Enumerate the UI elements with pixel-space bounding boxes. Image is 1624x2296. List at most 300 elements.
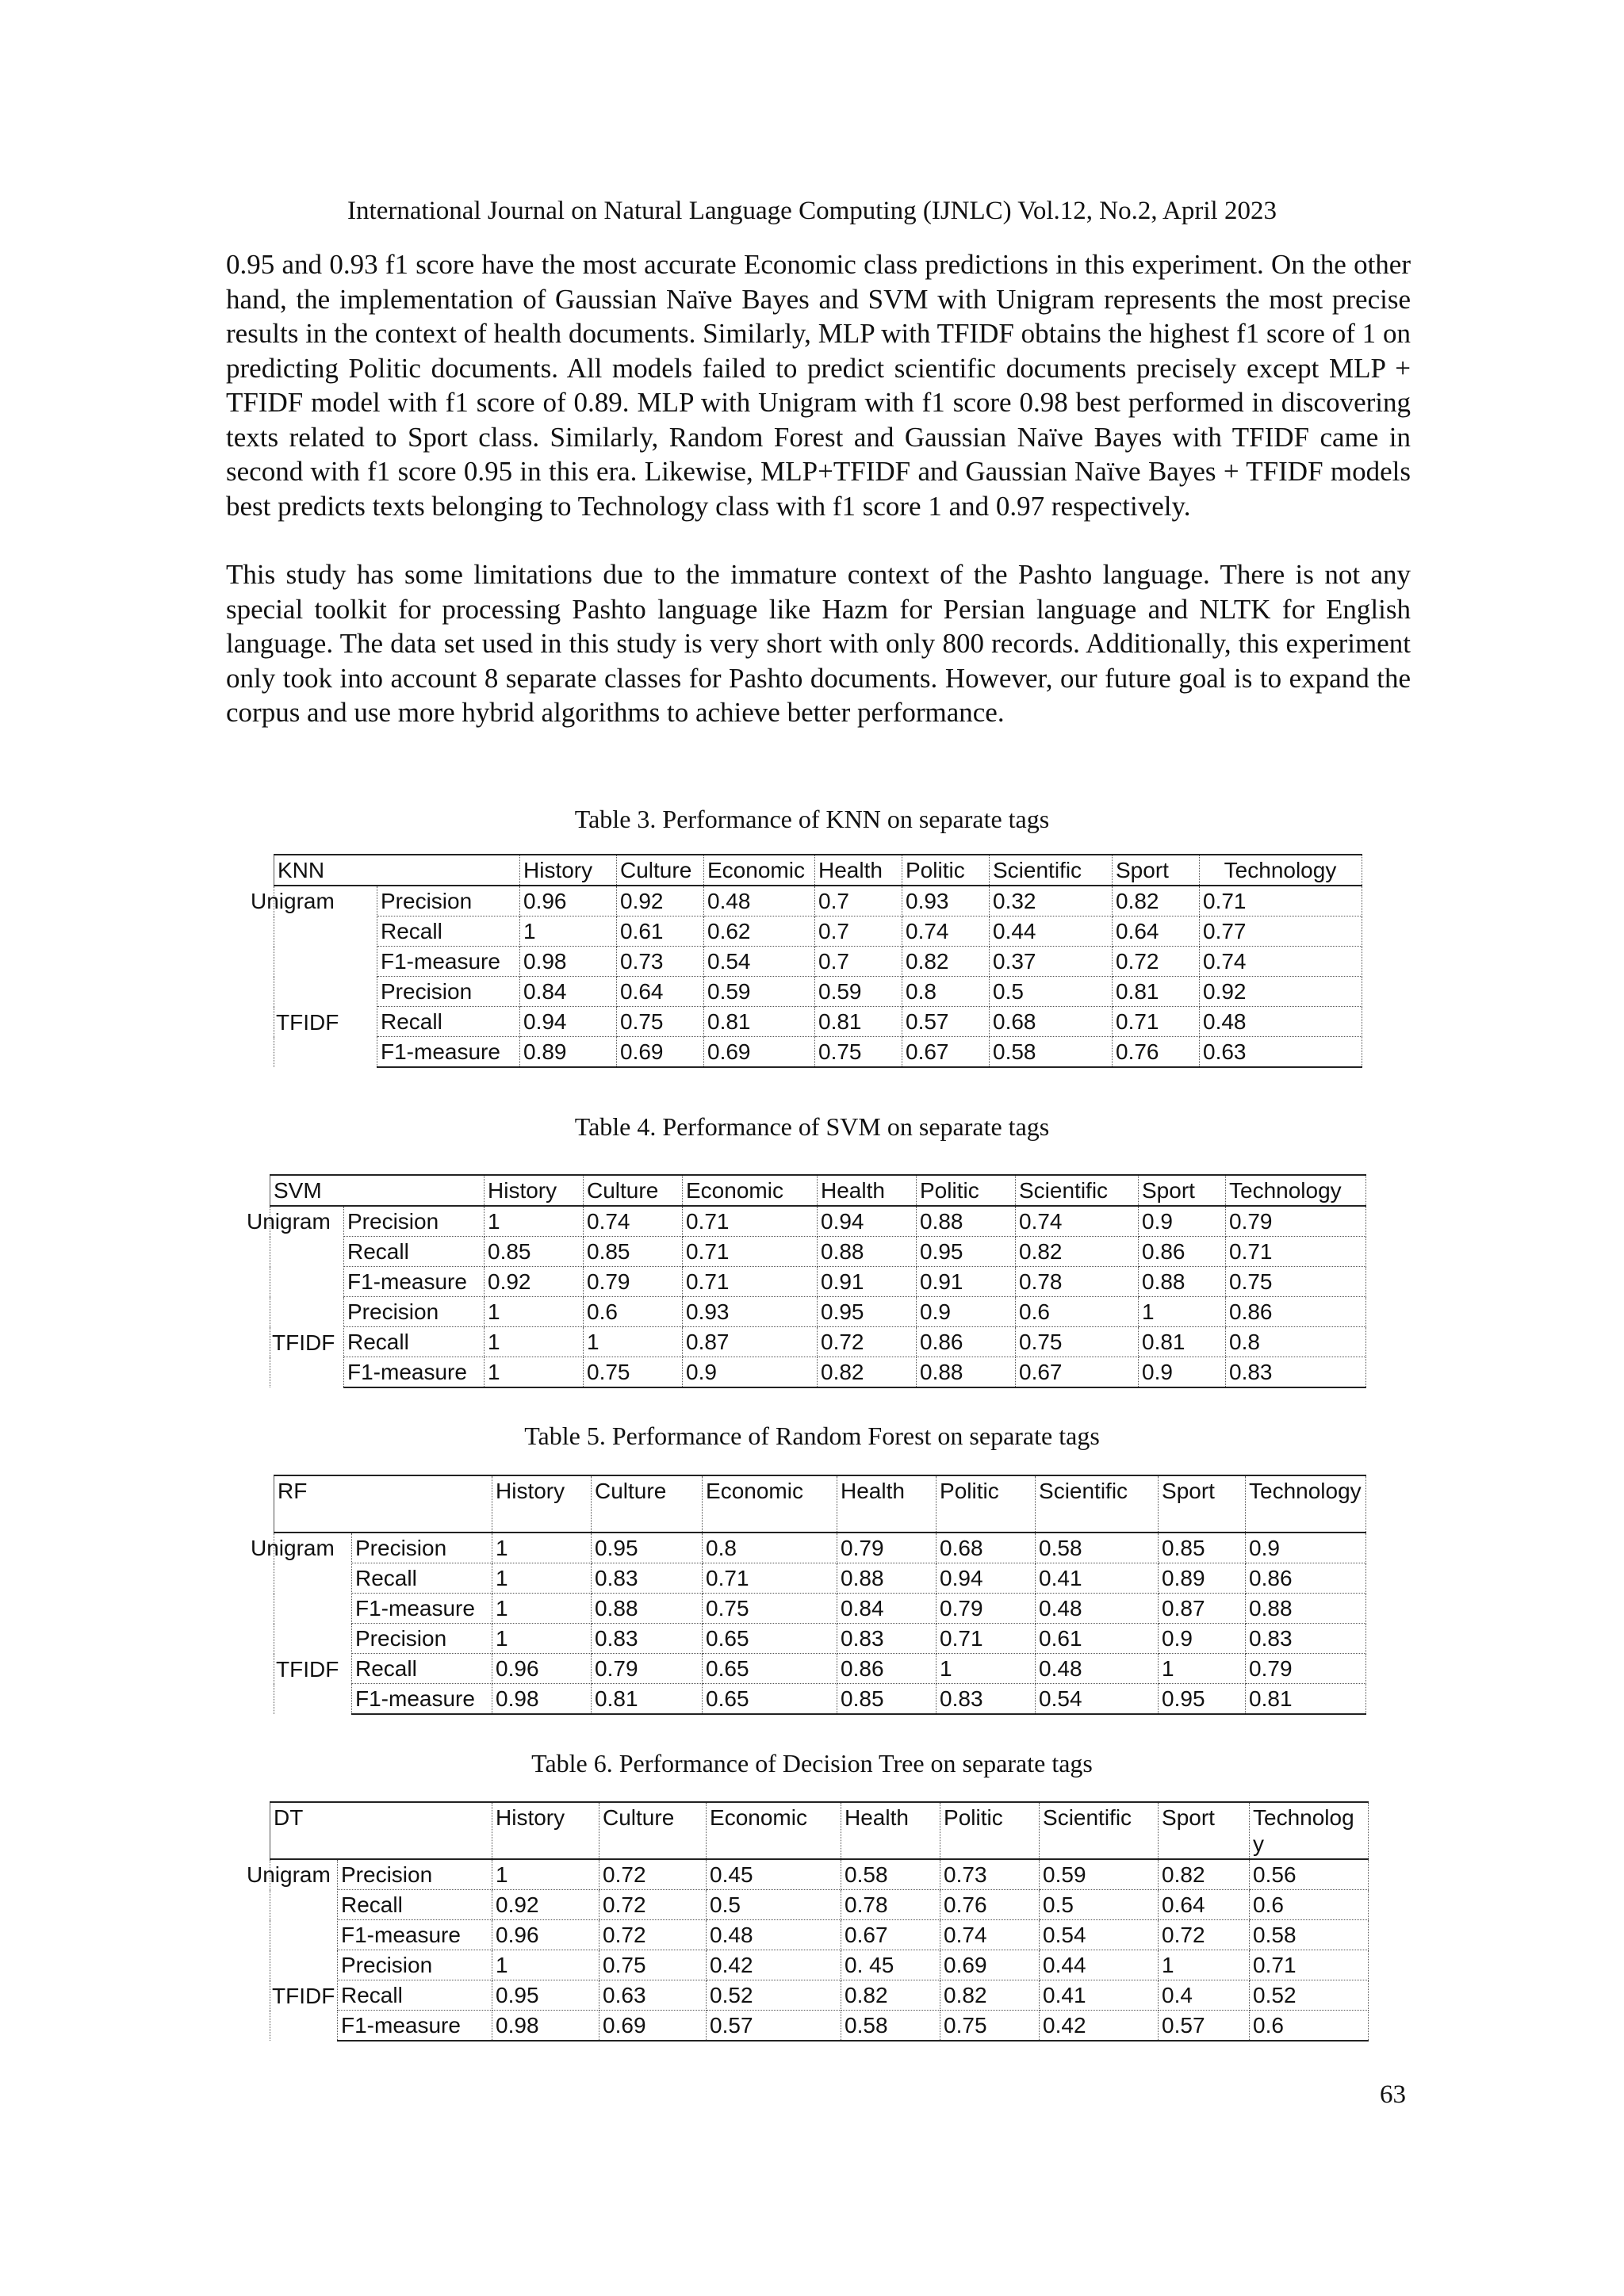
value-cell: 0.74 [1016,1206,1139,1237]
value-cell: 0.95 [818,1297,917,1327]
value-cell: 0.6 [1250,1890,1369,1920]
value-cell: 0.79 [837,1533,936,1563]
metric-cell: F1-measure [377,1037,520,1068]
value-cell: 0.95 [1159,1684,1246,1715]
table-row [270,2011,1369,2042]
value-cell: 1 [492,1624,592,1654]
value-cell: 0.83 [592,1563,703,1594]
value-cell: 0.95 [592,1533,703,1563]
column-header: Economic [703,1475,837,1533]
column-header: Scientific [990,855,1113,886]
column-header: Culture [584,1175,683,1206]
metric-cell: F1-measure [352,1684,492,1715]
value-cell: 0.73 [940,1859,1040,1890]
value-cell: 0.52 [1250,1980,1369,2011]
column-header: History [492,1475,592,1533]
table-6-caption: Table 6. Performance of Decision Tree on separate tags [531,1749,1093,1777]
value-cell: 0.8 [703,1533,837,1563]
value-cell: 0.48 [1200,1007,1362,1037]
value-cell: 0.58 [1036,1533,1159,1563]
value-cell: 0.58 [990,1037,1113,1068]
value-cell: 0.85 [485,1237,584,1267]
value-cell: 0.41 [1040,1980,1159,2011]
value-cell: 0.71 [683,1267,818,1297]
value-cell: 1 [492,1533,592,1563]
table-header-row [270,1175,1366,1206]
value-cell: 0.89 [1159,1563,1246,1594]
table-row [274,1594,1366,1624]
value-cell: 0.44 [1040,1950,1159,1980]
value-cell: 0.6 [584,1297,683,1327]
table-row [274,1007,1362,1037]
column-header: Scientific [1040,1802,1159,1859]
value-cell: 0. 45 [841,1950,940,1980]
value-cell: 0.91 [818,1267,917,1297]
value-cell: 0.48 [1036,1594,1159,1624]
value-cell: 0.6 [1016,1297,1139,1327]
value-cell: 0.81 [1139,1327,1226,1357]
svm-table [247,1174,1366,1388]
metric-cell: Precision [377,977,520,1007]
value-cell: 0.77 [1200,916,1362,947]
value-cell: 0.64 [1159,1890,1250,1920]
value-cell: 0.9 [1159,1624,1246,1654]
value-cell: 0.82 [818,1357,917,1388]
value-cell: 0.72 [1113,947,1200,977]
value-cell: 0.7 [815,947,902,977]
table-row [274,1533,1366,1563]
column-header: History [492,1802,599,1859]
value-cell: 0.57 [1159,2011,1250,2042]
value-cell: 0.74 [940,1920,1040,1950]
metric-cell: Recall [377,916,520,947]
value-cell: 0.85 [1159,1533,1246,1563]
value-cell: 0.44 [990,916,1113,947]
value-cell: 1 [1139,1297,1226,1327]
value-cell: 0.54 [704,947,815,977]
table-row [274,1563,1366,1594]
value-cell: 0.86 [837,1654,936,1684]
value-cell: 0.96 [492,1920,599,1950]
value-cell: 0.56 [1250,1859,1369,1890]
table-header-row [274,855,1362,886]
column-header: Health [841,1802,940,1859]
metric-cell: Precision [352,1624,492,1654]
model-label: KNN [274,855,520,886]
value-cell: 0.82 [1113,886,1200,916]
value-cell: 0.87 [683,1327,818,1357]
value-cell: 0.95 [917,1237,1016,1267]
value-cell: 0.75 [599,1950,707,1980]
value-cell: 0.95 [492,1980,599,2011]
value-cell: 0.8 [1226,1327,1366,1357]
column-header: Technology [1200,855,1362,886]
value-cell: 0.71 [936,1624,1036,1654]
table-row [270,1327,1366,1357]
model-label: SVM [270,1175,485,1206]
metric-cell: Precision [352,1533,492,1563]
column-header: Politic [936,1475,1036,1533]
value-cell: 0.42 [707,1950,841,1980]
value-cell: 0.83 [936,1684,1036,1715]
value-cell: 0.8 [902,977,990,1007]
rf-table [251,1475,1366,1715]
value-cell: 0.71 [683,1206,818,1237]
value-cell: 0.87 [1159,1594,1246,1624]
value-cell: 0.75 [703,1594,837,1624]
value-cell: 0.72 [818,1327,917,1357]
value-cell: 0.69 [617,1037,704,1068]
running-header: International Journal on Natural Language Computing (IJNLC) Vol.12, No.2, April 2023 [347,197,1277,225]
value-cell: 0.79 [1226,1206,1366,1237]
value-cell: 1 [485,1327,584,1357]
group-label: Unigram [274,1533,352,1624]
value-cell: 0.64 [617,977,704,1007]
metric-cell: F1-measure [338,2011,492,2042]
value-cell: 0.81 [1246,1684,1366,1715]
value-cell: 0.63 [599,1980,707,2011]
table-row [274,947,1362,977]
value-cell: 1 [492,1563,592,1594]
value-cell: 0.92 [1200,977,1362,1007]
value-cell: 0.82 [902,947,990,977]
column-header: Scientific [1016,1175,1139,1206]
value-cell: 0.72 [599,1890,707,1920]
table-row [274,977,1362,1007]
column-header: Sport [1113,855,1200,886]
value-cell: 0.54 [1036,1684,1159,1715]
column-header: Culture [599,1802,707,1859]
value-cell: 0.4 [1159,1980,1250,2011]
column-header: Economic [683,1175,818,1206]
metric-cell: Precision [377,886,520,916]
value-cell: 0.79 [936,1594,1036,1624]
group-label: Unigram [270,1206,344,1297]
value-cell: 0.82 [841,1980,940,2011]
value-cell: 0.82 [1016,1237,1139,1267]
table-row [274,1684,1366,1715]
value-cell: 0.72 [599,1859,707,1890]
value-cell: 0.58 [841,2011,940,2042]
value-cell: 0.88 [1139,1267,1226,1297]
table-3-caption: Table 3. Performance of KNN on separate tags [574,805,1050,833]
metric-cell: Recall [352,1563,492,1594]
value-cell: 1 [485,1357,584,1388]
value-cell: 0.75 [1016,1327,1139,1357]
table-row [270,1859,1369,1890]
table-row [270,1206,1366,1237]
metric-cell: Recall [338,1980,492,2011]
value-cell: 0.76 [1113,1037,1200,1068]
column-header: Sport [1139,1175,1226,1206]
group-label: TFIDF [274,1624,352,1715]
value-cell: 0.65 [703,1654,837,1684]
column-header: Technology [1246,1475,1366,1533]
value-cell: 1 [492,1594,592,1624]
value-cell: 0.74 [584,1206,683,1237]
table-row [270,1357,1366,1388]
table-row [270,1950,1369,1980]
value-cell: 0.9 [1139,1206,1226,1237]
value-cell: 0.79 [1246,1654,1366,1684]
value-cell: 0.9 [1246,1533,1366,1563]
column-header: Health [818,1175,917,1206]
column-header: Politic [917,1175,1016,1206]
value-cell: 0.32 [990,886,1113,916]
value-cell: 1 [1159,1654,1246,1684]
value-cell: 0.48 [1036,1654,1159,1684]
value-cell: 0.37 [990,947,1113,977]
table-row [270,1890,1369,1920]
value-cell: 0.68 [990,1007,1113,1037]
value-cell: 0.98 [492,1684,592,1715]
table-header-row [274,1475,1366,1533]
page-number: 63 [1380,2080,1406,2109]
value-cell: 0.54 [1040,1920,1159,1950]
group-label: TFIDF [270,1950,338,2042]
value-cell: 0.86 [917,1327,1016,1357]
value-cell: 0.73 [617,947,704,977]
value-cell: 1 [936,1654,1036,1684]
column-header: Culture [617,855,704,886]
value-cell: 0.65 [703,1624,837,1654]
metric-cell: Precision [338,1859,492,1890]
value-cell: 0.86 [1226,1297,1366,1327]
table-row [274,916,1362,947]
value-cell: 0.78 [841,1890,940,1920]
value-cell: 0.72 [599,1920,707,1950]
value-cell: 0.61 [617,916,704,947]
value-cell: 0.41 [1036,1563,1159,1594]
value-cell: 0.83 [1226,1357,1366,1388]
table-4-caption: Table 4. Performance of SVM on separate tags [574,1112,1050,1141]
value-cell: 1 [492,1950,599,1980]
value-cell: 0.52 [707,1980,841,2011]
model-label: RF [274,1475,492,1533]
value-cell: 0.88 [1246,1594,1366,1624]
value-cell: 0.83 [592,1624,703,1654]
value-cell: 0.7 [815,916,902,947]
value-cell: 0.59 [1040,1859,1159,1890]
column-header: Health [837,1475,936,1533]
value-cell: 0.7 [815,886,902,916]
value-cell: 0.67 [1016,1357,1139,1388]
table-row [270,1297,1366,1327]
value-cell: 0.9 [683,1357,818,1388]
value-cell: 0.79 [592,1654,703,1684]
value-cell: 0.86 [1246,1563,1366,1594]
table-row [274,1624,1366,1654]
value-cell: 0.92 [492,1890,599,1920]
table-row [274,1654,1366,1684]
value-cell: 0.94 [936,1563,1036,1594]
column-header: Politic [940,1802,1040,1859]
value-cell: 1 [1159,1950,1250,1980]
value-cell: 0.76 [940,1890,1040,1920]
value-cell: 0.84 [520,977,617,1007]
metric-cell: Recall [377,1007,520,1037]
value-cell: 0.48 [707,1920,841,1950]
value-cell: 0.71 [683,1237,818,1267]
metric-cell: Precision [344,1206,485,1237]
value-cell: 0.5 [707,1890,841,1920]
metric-cell: Recall [344,1327,485,1357]
value-cell: 0.45 [707,1859,841,1890]
value-cell: 0.58 [841,1859,940,1890]
value-cell: 0.82 [1159,1859,1250,1890]
value-cell: 0.82 [940,1980,1040,2011]
value-cell: 0.9 [917,1297,1016,1327]
value-cell: 0.98 [520,947,617,977]
value-cell: 0.81 [1113,977,1200,1007]
value-cell: 0.65 [703,1684,837,1715]
value-cell: 0.62 [704,916,815,947]
value-cell: 0.71 [1226,1237,1366,1267]
value-cell: 0.42 [1040,2011,1159,2042]
value-cell: 1 [584,1327,683,1357]
value-cell: 0.88 [592,1594,703,1624]
dt-table [247,1801,1369,2042]
metric-cell: Recall [352,1654,492,1684]
value-cell: 0.63 [1200,1037,1362,1068]
table-row [274,1037,1362,1068]
value-cell: 0.85 [584,1237,683,1267]
group-label: Unigram [274,886,377,977]
value-cell: 0.69 [940,1950,1040,1980]
value-cell: 0.61 [1036,1624,1159,1654]
value-cell: 0.81 [592,1684,703,1715]
value-cell: 0.83 [837,1624,936,1654]
table-row [270,1980,1369,2011]
value-cell: 0.69 [599,2011,707,2042]
value-cell: 0.72 [1159,1920,1250,1950]
value-cell: 0.71 [703,1563,837,1594]
body-text [226,247,1411,730]
table-row [270,1267,1366,1297]
value-cell: 0.83 [1246,1624,1366,1654]
value-cell: 0.93 [683,1297,818,1327]
metric-cell: Precision [338,1950,492,1980]
value-cell: 0.74 [902,916,990,947]
value-cell: 0.68 [936,1533,1036,1563]
value-cell: 0.71 [1200,886,1362,916]
column-header: Sport [1159,1475,1246,1533]
value-cell: 1 [520,916,617,947]
value-cell: 0.91 [917,1267,1016,1297]
value-cell: 0.96 [520,886,617,916]
value-cell: 0.74 [1200,947,1362,977]
column-header: Culture [592,1475,703,1533]
column-header: Health [815,855,902,886]
value-cell: 0.67 [902,1037,990,1068]
value-cell: 0.94 [520,1007,617,1037]
value-cell: 1 [485,1297,584,1327]
table-5-caption: Table 5. Performance of Random Forest on separate tags [524,1422,1100,1450]
value-cell: 0.71 [1250,1950,1369,1980]
value-cell: 0.69 [704,1037,815,1068]
column-header: Sport [1159,1802,1250,1859]
table-row [270,1920,1369,1950]
value-cell: 0.5 [1040,1890,1159,1920]
value-cell: 0.71 [1113,1007,1200,1037]
value-cell: 0.78 [1016,1267,1139,1297]
paragraph: 0.95 and 0.93 f1 score have the most accurate Economic class predictions in this experiment. On the other hand, the implementation of Gaussian Naïve Bayes and SVM with Unigram represents the most precise results in the context of health documents. Similarly, MLP with TFIDF obtains the highest f1 score of 1 on predicting Politic documents. All models failed to predict scientific documents precisely except MLP + TFIDF model with f1 score of 0.89. MLP with Unigram with f1 score 0.98 best performed in discovering texts related to Sport class. Similarly, Random Forest and Gaussian Naïve Bayes with TFIDF came in second with f1 score 0.95 in this era. Likewise, MLP+TFIDF and Gaussian Naïve Bayes + TFIDF models best predicts texts belonging to Technology class with f1 score 1 and 0.97 respectively. [226,249,1411,522]
value-cell: 0.57 [707,2011,841,2042]
metric-cell: Precision [344,1297,485,1327]
group-label: Unigram [270,1859,338,1950]
metric-cell: F1-measure [352,1594,492,1624]
value-cell: 0.48 [704,886,815,916]
value-cell: 0.59 [815,977,902,1007]
value-cell: 0.9 [1139,1357,1226,1388]
knn-table [251,854,1362,1068]
value-cell: 0.85 [837,1684,936,1715]
group-label: TFIDF [270,1297,344,1388]
value-cell: 0.84 [837,1594,936,1624]
value-cell: 1 [485,1206,584,1237]
value-cell: 0.75 [815,1037,902,1068]
table-header-row [270,1802,1369,1859]
model-label: DT [270,1802,492,1859]
value-cell: 0.92 [485,1267,584,1297]
metric-cell: F1-measure [344,1357,485,1388]
column-header: History [485,1175,584,1206]
value-cell: 0.5 [990,977,1113,1007]
metric-cell: F1-measure [377,947,520,977]
value-cell: 0.92 [617,886,704,916]
value-cell: 0.67 [841,1920,940,1950]
value-cell: 0.88 [917,1357,1016,1388]
value-cell: 0.86 [1139,1237,1226,1267]
column-header: Economic [704,855,815,886]
value-cell: 0.96 [492,1654,592,1684]
value-cell: 0.81 [704,1007,815,1037]
column-header: Scientific [1036,1475,1159,1533]
value-cell: 0.59 [704,977,815,1007]
value-cell: 0.98 [492,2011,599,2042]
value-cell: 0.88 [818,1237,917,1267]
column-header: Politic [902,855,990,886]
value-cell: 0.79 [584,1267,683,1297]
value-cell: 0.75 [1226,1267,1366,1297]
value-cell: 0.88 [917,1206,1016,1237]
column-header: Economic [707,1802,841,1859]
column-header: Technology [1250,1802,1369,1859]
value-cell: 0.75 [617,1007,704,1037]
value-cell: 0.88 [837,1563,936,1594]
value-cell: 0.58 [1250,1920,1369,1950]
value-cell: 0.75 [584,1357,683,1388]
metric-cell: Recall [344,1237,485,1267]
column-header: Technology [1226,1175,1366,1206]
value-cell: 0.89 [520,1037,617,1068]
metric-cell: F1-measure [338,1920,492,1950]
value-cell: 1 [492,1859,599,1890]
table-row [274,886,1362,916]
value-cell: 0.75 [940,2011,1040,2042]
value-cell: 0.94 [818,1206,917,1237]
group-label: TFIDF [274,977,377,1068]
value-cell: 0.64 [1113,916,1200,947]
metric-cell: Recall [338,1890,492,1920]
value-cell: 0.81 [815,1007,902,1037]
metric-cell: F1-measure [344,1267,485,1297]
column-header: History [520,855,617,886]
paragraph: This study has some limitations due to the immature context of the Pashto language. There is not any special toolkit for processing Pashto language like Hazm for Persian language and NLTK for English language. The data set used in this study is very short with only 800 records. Additionally, this experiment only took into account 8 separate classes for Pashto documents. However, our future goal is to expand the corpus and use more hybrid algorithms to achieve better performance. [226,559,1411,728]
value-cell: 0.93 [902,886,990,916]
value-cell: 0.6 [1250,2011,1369,2042]
value-cell: 0.57 [902,1007,990,1037]
